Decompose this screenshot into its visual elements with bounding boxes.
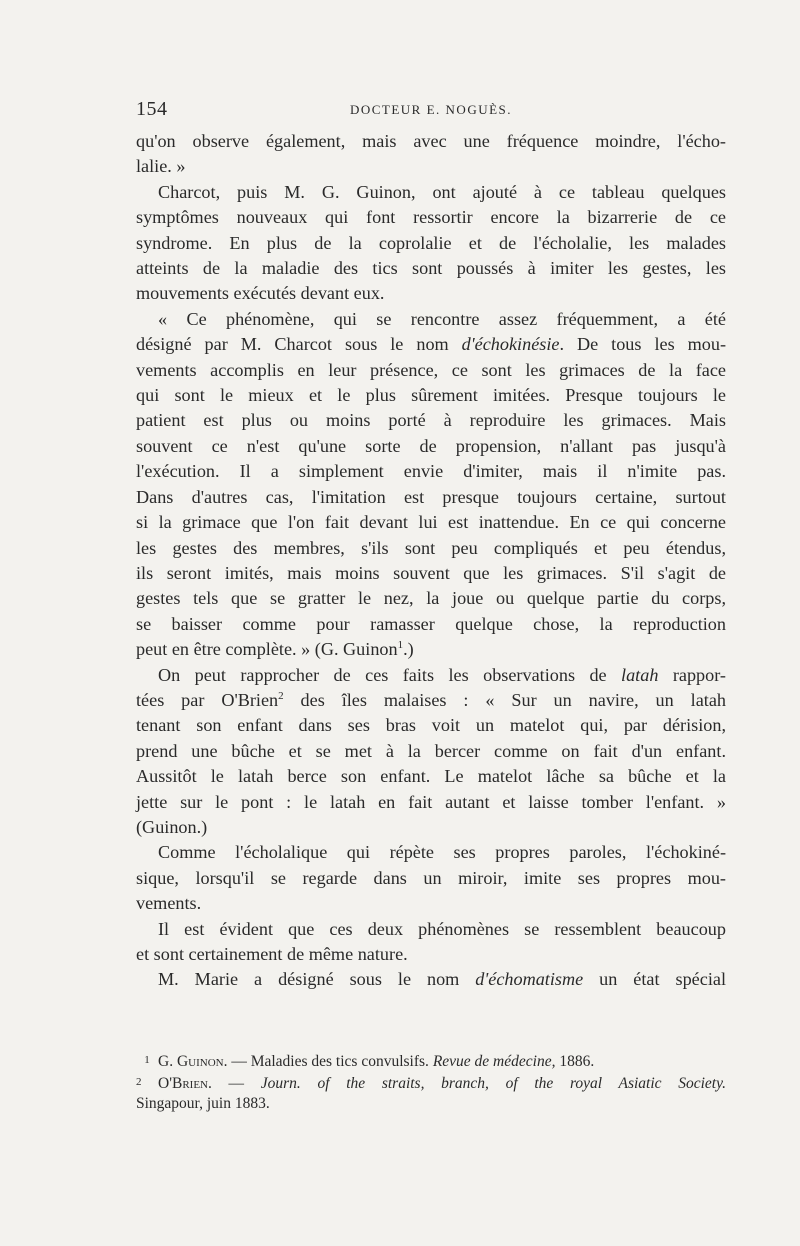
footnote-text: — [211, 1075, 261, 1092]
footnote-2 [136, 1072, 726, 1114]
text-line: syndrome. En plus de la coprolalie et de l'écholalie, les malades [136, 232, 726, 253]
body-text [136, 129, 726, 993]
text-fragment: .) [403, 639, 414, 660]
footnote-line: Singapour, juin 1883. [136, 1095, 270, 1112]
text-line [136, 663, 726, 688]
italic-term: latah [621, 664, 659, 685]
text-line: tenant son enfant dans ses bras voit un matelot qui, par dérision, [136, 715, 726, 736]
text-line: Charcot, puis M. G. Guinon, ont ajouté à ce tableau quelques [158, 181, 726, 202]
paragraph-2 [136, 180, 726, 307]
footnotes [136, 1050, 726, 1114]
text-line: si la grimace que l'on fait devant lui est inattendue. En ce qui concerne [136, 512, 726, 533]
italic-term: d'échokinésie [461, 334, 560, 355]
paragraph-4 [136, 663, 726, 841]
text-line: qu'on observe également, mais avec une fréquence moindre, l'écho- [136, 131, 726, 151]
footnote-source: Journ. of the straits, branch, of the royal Asiatic Society. [260, 1075, 727, 1092]
text-line: les gestes des membres, s'ils sont peu compliqués et peu étendus, [136, 537, 726, 558]
text-line: ils seront imités, mais moins souvent que les grimaces. S'il s'agit de [136, 562, 726, 583]
text-fragment: désigné par M. Charcot sous le nom [136, 334, 462, 355]
footnote-source: Revue de médecine, [432, 1053, 556, 1070]
text-fragment: des îles malaises : « Sur un navire, un latah [283, 689, 726, 710]
footnote-line [136, 1050, 726, 1072]
text-line: symptômes nouveaux qui font ressortir encore la bizarrerie de ce [136, 207, 726, 228]
text-line: Dans d'autres cas, l'imitation est presque toujours certaine, surtout [136, 486, 726, 507]
page-number: 154 [136, 98, 168, 120]
text-line: gestes tels que se gratter le nez, la joue ou quelque partie du corps, [136, 588, 726, 609]
text-line [136, 637, 726, 662]
text-line: souvent ce n'est qu'une sorte de propension, n'allant pas jusqu'à [136, 435, 726, 456]
text-line: et sont certainement de même nature. [136, 944, 408, 964]
text-line: prend une bûche et se met à la bercer comme on fait d'un enfant. [136, 740, 726, 761]
text-fragment: peut en être complète. » (G. Guinon [136, 639, 398, 660]
paragraph-1 [136, 129, 726, 180]
text-fragment: tées par O'Brien [136, 689, 279, 710]
text-line: atteints de la maladie des tics sont poussés à imiter les gestes, les [136, 258, 726, 279]
text-fragment: On peut rapprocher de ces faits les observations de [158, 664, 622, 685]
text-line: se baisser comme pour ramasser quelque chose, la reproduction [136, 613, 726, 634]
text-line: patient est plus ou moins porté à reproduire les grimaces. Mais [136, 410, 726, 431]
text-line: vements. [136, 893, 202, 914]
text-line: l'exécution. Il a simplement envie d'imiter, mais il n'imite pas. [136, 461, 726, 482]
footnote-1 [136, 1050, 726, 1072]
text-line [136, 688, 726, 713]
text-line: lalie. » [136, 156, 186, 177]
text-line: Comme l'écholalique qui répète ses propres paroles, l'échokiné- [158, 842, 726, 863]
italic-term: d'échomatisme [475, 969, 584, 990]
footnote-ref: 2 [278, 689, 284, 702]
text-fragment: rappor- [658, 664, 726, 685]
paragraph-3 [136, 307, 726, 663]
running-head [136, 98, 726, 124]
text-line: mouvements exécutés devant eux. [136, 283, 385, 304]
text-line [136, 967, 726, 992]
footnote-line [136, 1072, 726, 1094]
text-fragment: un état spécial [583, 969, 727, 990]
text-line: qui sont le mieux et le plus sûrement imitées. Presque toujours le [136, 385, 726, 406]
text-line [136, 332, 726, 357]
text-fragment: . De tous les mou- [559, 334, 727, 355]
paragraph-6 [136, 917, 726, 968]
text-line: Il est évident que ces deux phénomènes se ressemblent beaucoup [158, 918, 726, 939]
footnote-author: O'Brien. [158, 1075, 212, 1092]
footnote-author: G. Guinon. [158, 1053, 228, 1070]
footnote-text: 1886. [555, 1053, 595, 1070]
running-title: DOCTEUR E. NOGUÈS. [349, 102, 513, 117]
text-line: sique, lorsqu'il se regarde dans un miroir, imite ses propres mou- [136, 867, 726, 888]
text-line: vements accomplis en leur présence, ce sont les grimaces de la face [136, 359, 726, 380]
footnote-text: — Maladies des tics convulsifs. [227, 1053, 433, 1070]
text-line: « Ce phénomène, qui se rencontre assez fréquemment, a été [158, 308, 726, 329]
text-line: (Guinon.) [136, 816, 208, 837]
footnote-ref: 1 [397, 639, 404, 652]
paragraph-7 [136, 967, 726, 992]
paragraph-5 [136, 840, 726, 916]
text-fragment: M. Marie a désigné sous le nom [158, 969, 476, 990]
text-line: jette sur le pont : le latah en fait autant et laisse tomber l'enfant. » [136, 791, 726, 812]
footnote-mark: 1 [144, 1054, 150, 1066]
footnote-mark: 2 [136, 1076, 142, 1088]
text-line: Aussitôt le latah berce son enfant. Le matelot lâche sa bûche et la [136, 766, 726, 787]
